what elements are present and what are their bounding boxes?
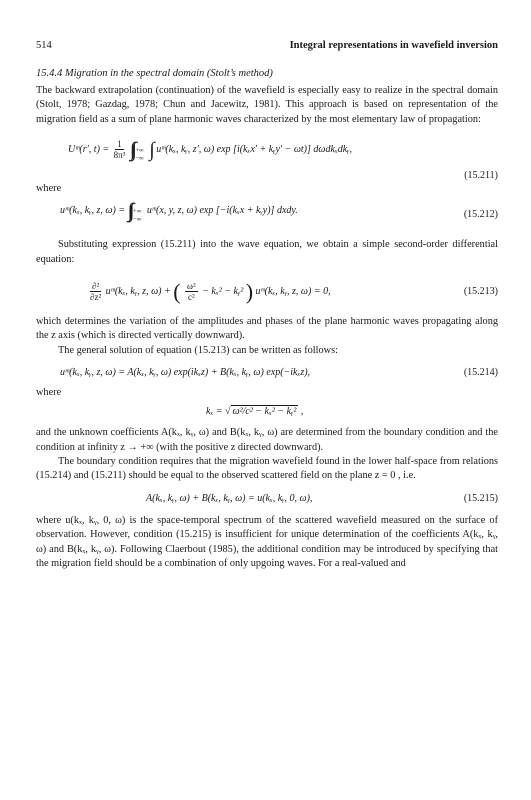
integral-sign: ∫ xyxy=(149,139,151,162)
paragraph-unknown-coefficients: and the unknown coefficients A(kₓ, kᵧ, ω) and B(kₓ, kᵧ, ω) are determined from the boundary condition and the condition at infinity z → +∞ (with the positive z directed downward). xyxy=(36,427,498,453)
equation-15-211 xyxy=(36,133,498,169)
eq213-term2: uᵐ(kₓ, kᵧ, z, ω) = 0, xyxy=(255,285,331,297)
sqrt-icon: √ xyxy=(225,405,231,417)
eq-kz-radicand: ω²/c² − kₓ² − kᵧ² xyxy=(232,405,297,417)
eq211-integrand: uᵐ(kₓ, kᵧ, z′, ω) exp [i(kₓx′ + kᵧy′ − ωt)] dωdkₓdkᵧ, xyxy=(156,144,352,156)
where-label-2: where xyxy=(36,387,62,399)
equation-15-213: $\frac{\text{∂²}}{\text{∂z²}}$ uᵐ(kₓ, kᵧ, z, ω) + ( $\frac{\text{ω²}}{\text{c²}}$ − kₓ² − kᵧ² ) uᵐ(kₓ, kᵧ, z, ω) = 0, (15.213) xyxy=(90,278,498,304)
paragraph-general-solution: The general solution of equation (15.213) can be written as follows: xyxy=(58,344,338,356)
equation-15-214 xyxy=(36,358,498,386)
equation-15-215 xyxy=(36,484,498,514)
eq211-limits: +∞ −∞ xyxy=(135,147,144,163)
page xyxy=(36,40,498,572)
double-integral-sign: ∫∫ xyxy=(129,139,133,162)
eq213-omega-fraction: $\frac{\text{ω²}}{\text{c²}}$ xyxy=(187,280,196,302)
equation-number-15-213: (15.213) xyxy=(463,285,498,297)
eq215-body: A(kₓ, kᵧ, ω) + B(kₓ, kᵧ, ω) = u(kₓ, kᵧ, 0, ω), xyxy=(146,493,313,505)
double-integral-sign: ∫∫ xyxy=(127,200,131,223)
eq214-body: uᵐ(kₓ, kᵧ, z, ω) = A(kₓ, kᵧ, ω) exp(ikₓz) + B(kₓ, kᵧ, ω) exp(−ikₓz), xyxy=(60,366,311,378)
paragraph-determines: which determines the variation of the amplitudes and phases of the plane harmonic waves propagating along the z axis (which is directed vertically downward). xyxy=(36,316,498,342)
paragraph-boundary-condition: The boundary condition requires that the migration wavefield found in the lower half-space from relations (15.214) and (15.211) should be equal to the observed scattered field on the plane z = 0 , i.e. xyxy=(36,456,498,482)
paragraph-intro: The backward extrapolation (continuation) of the wavefield is especially easy to realize in the spectral domain (Stolt, 1978; Gazdag, 1978; Chun and Jacewitz, 1981). This approach is based on representation of the migration field as a sum of plane harmonic waves characterized by the most elementary law of propagation: xyxy=(36,85,498,125)
equation-number-15-211: (15.211) xyxy=(464,170,498,182)
equation-number-15-214: (15.214) xyxy=(463,366,498,378)
eq213-term1: uᵐ(kₓ, kᵧ, z, ω) + xyxy=(105,285,174,297)
eq212-limits: +∞ −∞ xyxy=(133,208,142,224)
page-number: 514 xyxy=(36,40,52,51)
eq-kz-lhs: kₓ = xyxy=(206,405,226,417)
eq212-lhs: uᵐ(kₓ, kᵧ, z, ω) = xyxy=(60,205,128,217)
equation-15-212 xyxy=(36,196,498,232)
eq212-integrand: uᵐ(x, y, z, ω) exp [−i(kₓx + kᵧy)] dxdy. xyxy=(146,205,298,217)
eq211-coefficient: $\frac{1}{\text{8π³}}$ xyxy=(113,139,126,161)
eq211-lhs: Uᵐ(r′, t) = xyxy=(68,144,112,156)
page-header xyxy=(36,40,498,51)
equation-number-15-212: (15.212) xyxy=(463,208,498,220)
paragraph-substituting: Substituting expression (15.211) into the wave equation, we obtain a simple second-order differential equation: xyxy=(36,239,498,265)
equation-number-15-215: (15.215) xyxy=(463,493,498,505)
running-title: Integral representations in wavefield inversion xyxy=(289,40,498,51)
equation-kz: kₓ = √ ω²/c² − kₓ² − kᵧ² , xyxy=(206,405,304,417)
eq213-inner: − kₓ² − kᵧ² xyxy=(202,285,246,297)
where-label-1: where xyxy=(36,183,62,195)
section-heading: 15.4.4 Migration in the spectral domain (Stolt’s method) xyxy=(36,68,273,79)
paragraph-spectrum: where u(kₓ, kᵧ, 0, ω) is the space-temporal spectrum of the scattered wavefield measured on the surface of observation. However, condition (15.215) is insufficient for unique determination of the coefficients A(kₓ, kᵧ, ω) and B(kₓ, kᵧ, ω). Following Claerbout (1985), the additional condition may be introduced by specifying that the migration field should be a combination of only upgoing waves. For a real-valued and xyxy=(36,514,498,570)
eq213-derivative: $\frac{\text{∂²}}{\text{∂z²}}$ xyxy=(90,280,102,302)
